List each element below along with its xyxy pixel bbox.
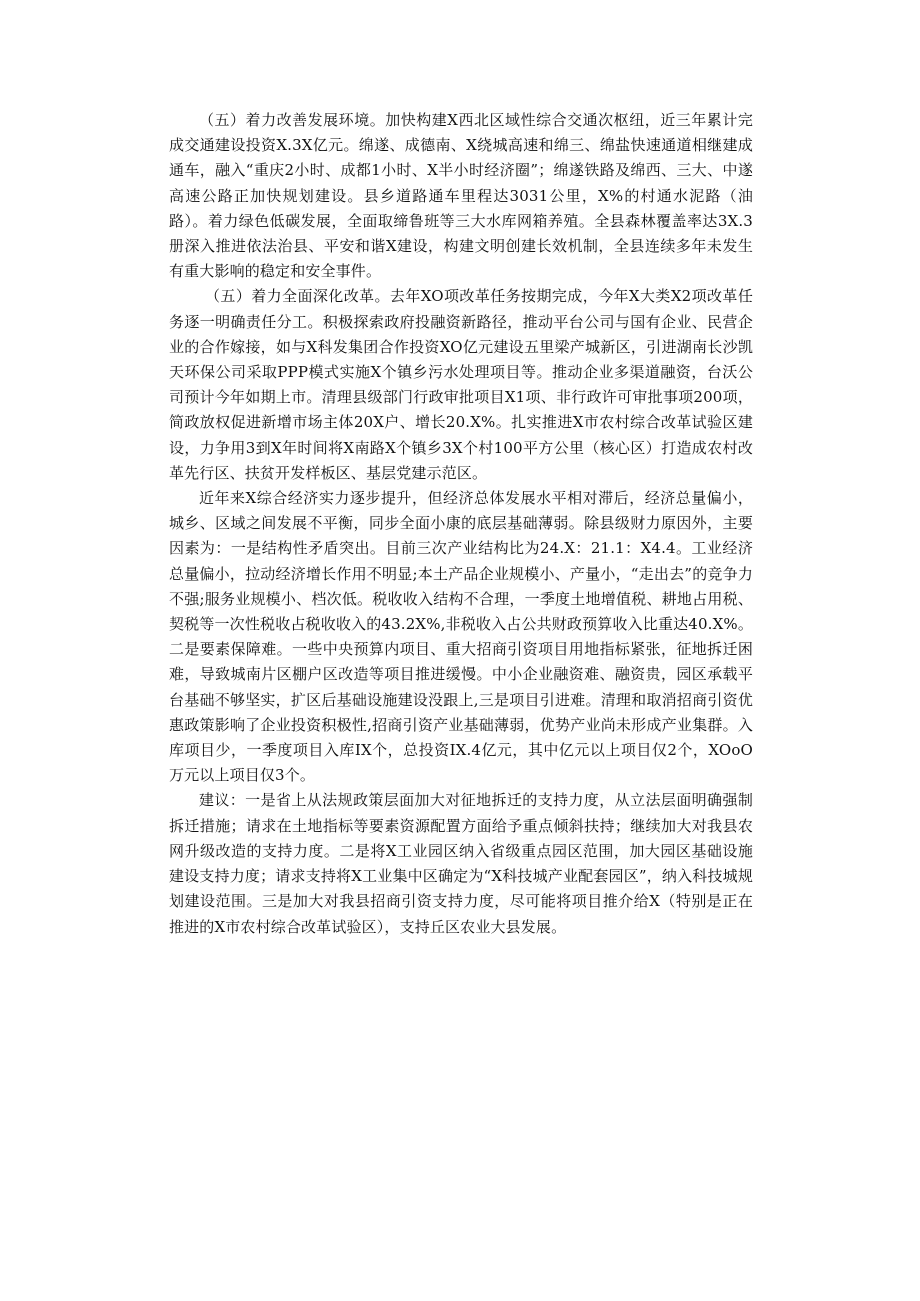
paragraph-development-environment: （五）着力改善发展环境。加快构建X西北区域性综合交通次枢纽，近三年累计完成交通建设投资X.3X亿元。绵遂、成德南、X绕城高速和绵三、绵盐快速通道相继建成通车，融入“重庆2小时、成都1小时、X半小时经济圈”；绵遂铁路及绵西、三大、中遂高速公路正加快规划建设。县乡道路通车里程达3031公里，X%的村通水泥路（油路）。着力绿色低碳发展，全面取缔鲁班等三大水库网箱养殖。全县森林覆盖率达3X.3册深入推进依法治县、平安和谐X建设，构建文明创建长效机制，全县连续多年未发生有重大影响的稳定和安全事件。 [169, 111, 753, 281]
document-body [169, 108, 753, 940]
paragraph-economic-analysis: 近年来X综合经济实力逐步提升，但经济总体发展水平相对滞后，经济总量偏小，城乡、区域之间发展不平衡，同步全面小康的底层基础薄弱。除县级财力原因外，主要因素为：一是结构性矛盾突出。目前三次产业结构比为24.X：21.1：X4.4。工业经济总量偏小，拉动经济增长作用不明显;本土产品企业规模小、产量小，“走出去”的竞争力不强;服务业规模小、档次低。税收收入结构不合理，一季度土地增值税、耕地占用税、契税等一次性税收占税收收入的43.2X%,非税收入占公共财政预算收入比重达40.X%。二是要素保障难。一些中央预算内项目、重大招商引资项目用地指标紧张，征地拆迁困难，导致城南片区棚户区改造等项目推进缓慢。中小企业融资难、融资贵，园区承载平台基础不够坚实，扩区后基础设施建设没跟上,三是项目引进难。清理和取消招商引资优惠政策影响了企业投资积极性,招商引资产业基础薄弱，优势产业尚未形成产业集群。入库项目少，一季度项目入库IX个，总投资IX.4亿元，其中亿元以上项目仅2个，XOoO万元以上项目仅3个。 [169, 489, 753, 785]
paragraph-suggestions: 建议：一是省上从法规政策层面加大对征地拆迁的支持力度，从立法层面明确强制拆迁措施；请求在土地指标等要素资源配置方面给予重点倾斜扶持；继续加大对我县农网升级改造的支持力度。二是将X工业园区纳入省级重点园区范围，加大园区基础设施建设支持力度；请求支持将X工业集中区确定为“X科技城产业配套园区”，纳入科技城规划建设范围。三是加大对我县招商引资支持力度，尽可能将项目推介给X（特别是正在推进的X市农村综合改革试验区），支持丘区农业大县发展。 [169, 791, 753, 936]
paragraph-deepen-reform: （五）着力全面深化改革。去年XO项改革任务按期完成，今年X大类X2项改革任务逐一明确责任分工。积极探索政府投融资新路径，推动平台公司与国有企业、民营企业的合作嫁接，如与X科发集团合作投资XO亿元建设五里梁产城新区，引进湖南长沙凯天环保公司采取PPP模式实施X个镇乡污水处理项目等。推动企业多渠道融资，台沃公司预计今年如期上市。清理县级部门行政审批项目X1项、非行政许可审批事项200项，简政放权促进新增市场主体20X户、增长20.X%。扎实推进X市农村综合改革试验区建设，力争用3到X年时间将X南路X个镇乡3X个村100平方公里（核心区）打造成农村改革先行区、扶贫开发样板区、基层党建示范区。 [169, 287, 753, 482]
